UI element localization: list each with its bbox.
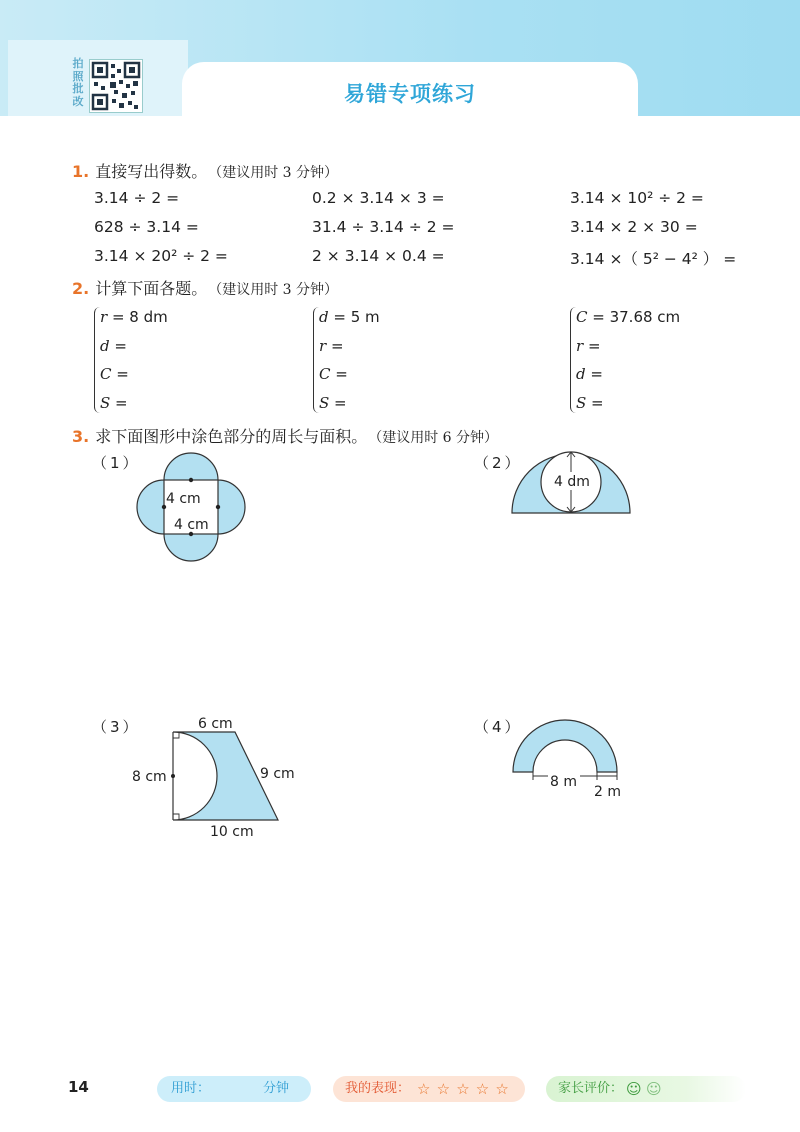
figure-3-dim-bottom: 10 cm [210,824,254,840]
q1-expr: 3.14 × 20² ÷ 2 = [94,247,228,265]
q2-hint: （建议用时 3 分钟） [215,282,339,298]
figure-4-ring [513,720,617,772]
figure-3-dim-top: 6 cm [198,716,233,732]
figure-4-dim-inner: 8 m [550,774,577,790]
q1-heading [72,159,338,182]
q1-expr: 3.14 × 2 × 30 = [570,218,698,236]
q3-title: 求下面图形中涂色部分的周长与面积。 [95,427,368,446]
figure-3-label: （3） [92,718,141,736]
figure-3-dim-left: 8 cm [132,769,167,785]
figure-3-dim-slant: 9 cm [260,766,295,782]
figure-1-diagram [130,446,250,564]
q2-group-2 [313,303,380,417]
performance-label: 我的表现： [345,1081,411,1096]
parent-eval-pill [546,1076,746,1102]
star-rating [415,1076,509,1104]
figure-1-dim-bottom: 4 cm [174,517,209,533]
q2-line: r = 8 dm [100,308,168,326]
page-number: 14 [68,1078,89,1096]
figure-1-dim-side: 4 cm [166,491,201,507]
brace-icon [570,307,577,413]
figure-2-dim-diameter: 4 dm [554,474,590,490]
q1-title: 直接写出得数。 [95,162,208,181]
smiley-face-icon[interactable]: ☺ [626,1080,642,1098]
q1-expr: 3.14 × 10² ÷ 2 = [570,189,704,207]
q1-number: 1. [72,162,90,181]
star-icon[interactable]: ☆ [436,1080,451,1098]
figure-2-label: （2） [474,454,523,472]
q2-line: S = [319,393,347,412]
q2-line: C = [100,365,129,383]
q2-title: 计算下面各题。 [95,279,208,298]
q1-expr: 2 × 3.14 × 0.4 = [312,247,445,265]
q2-line: d = [100,336,127,355]
q2-line: r = [319,336,344,355]
q1-expr: 31.4 ÷ 3.14 ÷ 2 = [312,218,455,236]
star-icon[interactable]: ☆ [417,1080,431,1098]
page-title: 易错专项练习 [344,82,476,106]
q2-line: C = 37.68 cm [576,308,681,326]
figure-4-diagram [508,712,628,804]
q2-line: r = [576,336,601,355]
time-label: 用时： [171,1081,211,1096]
star-icon[interactable]: ☆ [456,1080,470,1098]
q1-hint: （建议用时 3 分钟） [215,165,339,181]
q3-number: 3. [72,427,90,446]
time-pill [157,1076,311,1102]
qr-code-icon[interactable] [89,59,143,113]
q2-line: d = 5 m [319,308,380,326]
time-unit: 分钟 [263,1081,290,1096]
parent-eval-label: 家长评价： [558,1081,624,1096]
brace-icon [94,307,101,413]
q2-group-1 [94,303,168,417]
title-tab [182,62,638,116]
q2-line: S = [100,393,128,412]
q2-line: S = [576,393,604,412]
star-icon[interactable]: ☆ [495,1080,509,1098]
q3-hint: （建议用时 6 分钟） [375,430,499,446]
performance-pill [333,1076,525,1102]
figure-3-diagram [128,712,308,842]
smiley-face-icon[interactable]: ☺ [646,1080,662,1098]
figure-2-diagram [508,446,634,518]
q1-expr: 3.14 ÷ 2 = [94,189,180,207]
brace-icon [313,307,320,413]
figure-1-label: （1） [92,454,141,472]
q1-expr: 0.2 × 3.14 × 3 = [312,189,445,207]
figure-4-dim-width: 2 m [594,784,621,800]
q2-line: C = [319,365,348,383]
q3-heading [72,424,498,447]
star-icon[interactable]: ☆ [475,1080,490,1098]
q2-heading [72,276,338,299]
q2-line: d = [576,365,603,383]
q1-expr: 628 ÷ 3.14 = [94,218,199,236]
q2-group-3 [570,303,680,417]
q2-number: 2. [72,279,90,298]
qr-caption: 拍 照 批 改 [72,57,84,108]
figure-4-label: （4） [474,718,523,736]
q1-expr: 3.14 ×（ 5² − 4² ） = [570,250,737,268]
